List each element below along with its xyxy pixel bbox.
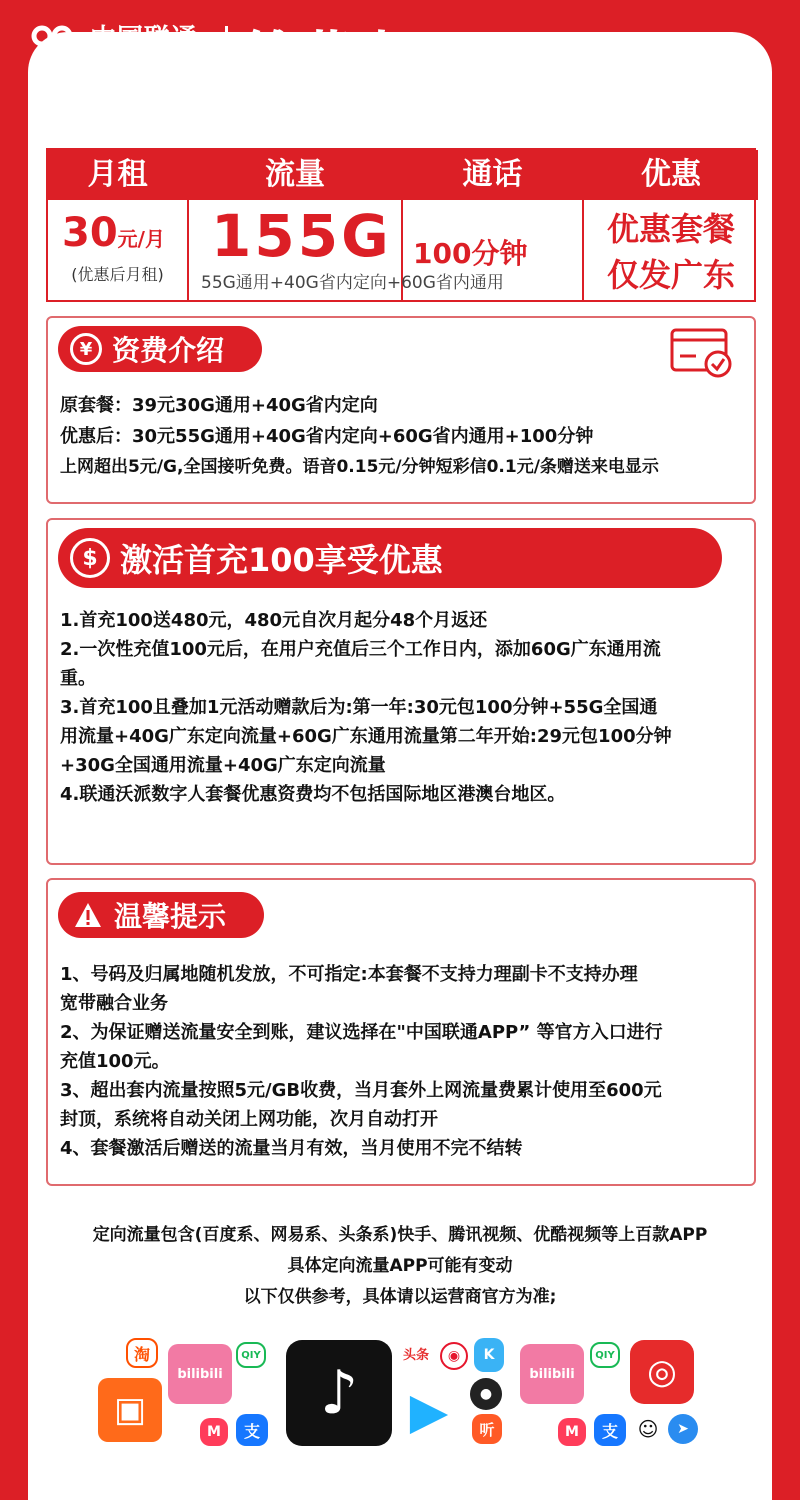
tips-lines xyxy=(60,960,746,1163)
iqiyi-icon: QIY xyxy=(236,1342,266,1368)
fee-line: 优惠后：30元55G通用+40G省内定向+60G省内通用+100分钟 xyxy=(60,426,594,447)
fee-line: 上网超出5元/G,全国接听免费。语音0.15元/分钟短彩信0.1元/条赠送来电显示 xyxy=(60,457,659,477)
fee-title: 资费介绍 xyxy=(112,334,225,367)
tips-line: 封顶，系统将自动关闭上网功能，次月自动打开 xyxy=(60,1109,438,1130)
activate-title-pill xyxy=(58,528,722,588)
iqiyi-icon-2: QIY xyxy=(590,1342,620,1368)
tips-line: 4、套餐激活后赠送的流量当月有效，当月使用不完不结转 xyxy=(60,1138,523,1159)
activate-lines xyxy=(60,606,746,809)
app-icons xyxy=(90,1334,710,1454)
footer-line: 以下仅供参考，具体请以运营商官方为准; xyxy=(243,1287,557,1307)
call-value: 100分钟 xyxy=(413,237,528,270)
toutiao-icon: 头条 xyxy=(398,1340,434,1366)
activate-line: 2.一次性充值100元后，在用户充值后三个工作日内，添加60G广东通用流 xyxy=(60,639,661,660)
rent-note: (优惠后月租) xyxy=(71,265,164,284)
deal-value: 优惠套餐 仅发广东 xyxy=(606,210,735,294)
taobao-icon: 淘 xyxy=(126,1338,158,1368)
tips-line: 宽带融合业务 xyxy=(60,993,168,1014)
send-icon: ➤ xyxy=(668,1414,698,1444)
rent-header: 月租 xyxy=(48,150,187,200)
alipay-icon: 支 xyxy=(236,1414,268,1446)
activate-line: 3.首充100且叠加1元活动赠款后为:第一年:30元包100分钟+55G全国通 xyxy=(60,697,658,718)
rent-column xyxy=(48,150,189,300)
plan-table xyxy=(46,148,756,302)
footer-line: 具体定向流量APP可能有变动 xyxy=(287,1256,513,1276)
deal-header: 优惠 xyxy=(584,150,758,200)
tiktok-icon: ♪ xyxy=(286,1340,392,1446)
activate-line: 用流量+40G广东定向流量+60G广东通用流量第二年开始:29元包100分钟 xyxy=(60,726,672,747)
yuan-icon: ¥ xyxy=(70,333,102,365)
warning-icon xyxy=(72,899,104,931)
footer-line: 定向流量包含(百度系、网易系、头条系)快手、腾讯视频、优酷视频等上百款APP xyxy=(92,1225,708,1245)
tips-title-pill xyxy=(58,892,264,938)
activate-title: 激活首充100享受优惠 xyxy=(120,541,443,579)
dollar-cycle-icon: $ xyxy=(70,538,110,578)
qq-icon: ☺ xyxy=(634,1414,662,1444)
fee-section xyxy=(46,316,756,504)
bilibili-icon: bilibili xyxy=(168,1344,232,1404)
call-header: 通话 xyxy=(403,150,582,200)
activate-line: 1.首充100送480元，480元自次月起分48个月返还 xyxy=(60,610,488,631)
fee-line: 原套餐：39元30G通用+40G省内定向 xyxy=(60,395,378,416)
flow-header: 流量 xyxy=(189,150,401,200)
flow-note: 55G通用+40G省内定向+60G省内通用 xyxy=(201,273,504,293)
activate-line: 重。 xyxy=(60,668,96,689)
activate-section xyxy=(46,518,756,865)
netease-music-icon: ◎ xyxy=(630,1340,694,1404)
alipay-icon-2: 支 xyxy=(594,1414,626,1446)
fee-lines xyxy=(60,390,794,483)
mgtv-icon: M xyxy=(200,1418,228,1446)
mgtv-icon-2: M xyxy=(558,1418,586,1446)
activate-line: 4.联通沃派数字人套餐优惠资费均不包括国际地区港澳台地区。 xyxy=(60,784,566,805)
tips-line: 2、为保证赠送流量安全到账，建议选择在"中国联通APP” 等官方入口进行 xyxy=(60,1022,663,1043)
kuaishou-icon: ▣ xyxy=(98,1378,162,1442)
weibo-icon: ◉ xyxy=(440,1342,468,1370)
tips-line: 3、超出套内流量按照5元/GB收费，当月套外上网流量费累计使用至600元 xyxy=(60,1080,662,1101)
rent-value: 30元/月 xyxy=(62,210,165,256)
tencent-video-icon: ▶ xyxy=(400,1382,458,1440)
ting-icon: 听 xyxy=(472,1414,502,1444)
fee-title-pill xyxy=(58,326,262,372)
kugou-icon: K xyxy=(474,1338,504,1372)
tips-section xyxy=(46,878,756,1186)
bill-check-icon xyxy=(670,326,734,378)
deal-column xyxy=(584,150,758,300)
footer-notes xyxy=(0,1220,800,1313)
activate-line: +30G全国通用流量+40G广东定向流量 xyxy=(60,755,386,776)
tips-title: 温馨提示 xyxy=(114,900,227,933)
flow-value: 155G xyxy=(211,202,392,270)
tips-line: 1、号码及归属地随机发放，不可指定:本套餐不支持力理副卡不支持办理 xyxy=(60,964,638,985)
tips-line: 充值100元。 xyxy=(60,1051,170,1072)
game-icon: ● xyxy=(470,1378,502,1410)
bilibili-icon-2: bilibili xyxy=(520,1344,584,1404)
